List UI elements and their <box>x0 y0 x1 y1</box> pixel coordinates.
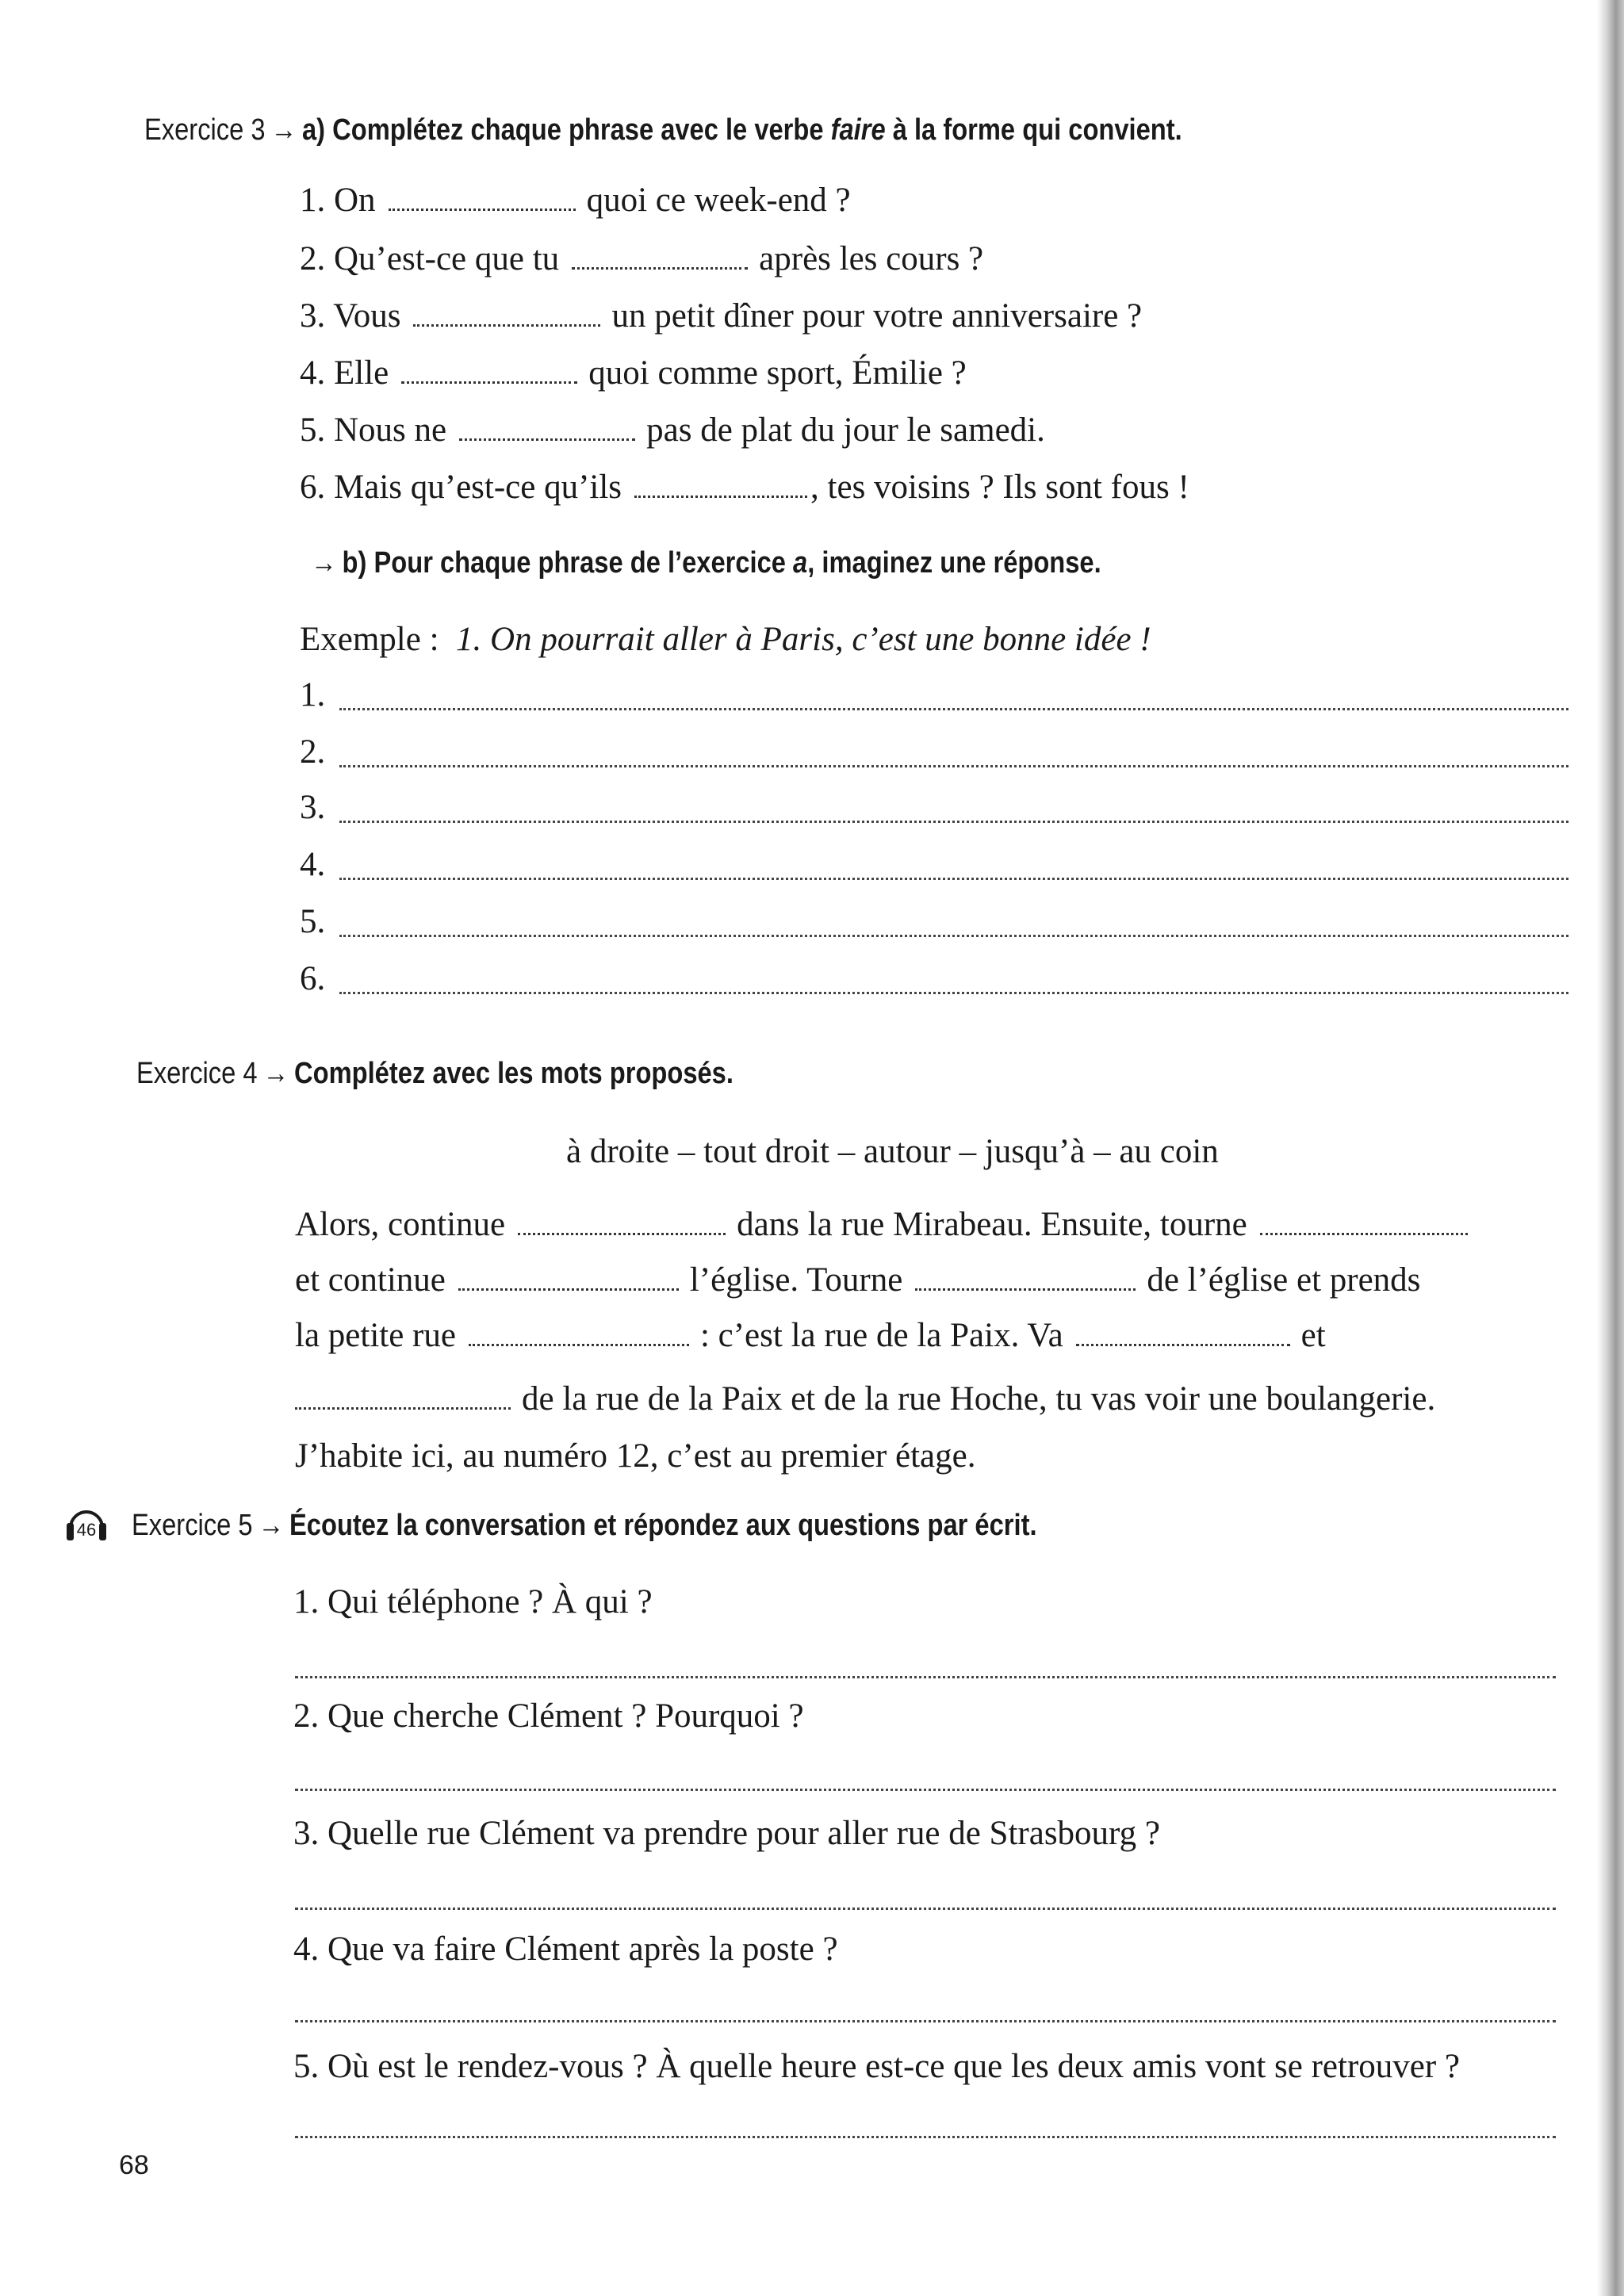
exercise-3-title: Exercice 3 → a) Complétez chaque phrase avec le verbe faire à la forme qui convient. <box>144 113 1182 147</box>
ex3-example: Exemple : 1. On pourrait aller à Paris, c’est une bonne idée ! <box>300 621 1151 658</box>
ex4-line-1: Alors, continue dans la rue Mirabeau. Ensuite, tourne <box>295 1205 1572 1245</box>
blank-field[interactable] <box>915 1285 1136 1291</box>
ex5-question-1: 1. Qui téléphone ? À qui ? <box>293 1583 653 1621</box>
blank-field[interactable] <box>572 264 748 270</box>
word-bank: à droite – tout droit – autour – jusqu’à – au coin <box>566 1133 1219 1170</box>
ex4-line-2: et continue l’église. Tourne de l’église et prends <box>295 1261 1421 1299</box>
ex5-question-5: 5. Où est le rendez-vous ? À quelle heure est-ce que les deux amis vont se retrouver ? <box>293 2048 1461 2085</box>
blank-field[interactable] <box>469 1341 689 1346</box>
blank-field[interactable] <box>1076 1341 1290 1346</box>
ex5-question-4: 4. Que va faire Clément après la poste ? <box>293 1931 838 1968</box>
answer-line[interactable] <box>295 2136 1556 2138</box>
exercise-4-title: Exercice 4 → Complétez avec les mots proposés. <box>136 1057 733 1090</box>
answer-number: 2. <box>300 733 326 771</box>
answer-number: 4. <box>300 846 326 883</box>
page-edge-shadow <box>1597 0 1624 2296</box>
page-number: 68 <box>119 2150 149 2180</box>
arrow-icon: → <box>262 1057 289 1090</box>
verb-faire: faire <box>830 113 886 147</box>
answer-line[interactable] <box>339 878 1568 880</box>
answer-line[interactable] <box>339 935 1568 937</box>
blank-field[interactable] <box>634 492 807 498</box>
ex3-sentence-2: 2. Qu’est-ce que tu après les cours ? <box>300 240 984 277</box>
exercise-5-title: Exercice 5 → Écoutez la conversation et répondez aux questions par écrit. <box>132 1509 1037 1542</box>
blank-field[interactable] <box>1260 1230 1468 1235</box>
answer-number: 3. <box>300 789 326 826</box>
blank-field[interactable] <box>518 1230 726 1235</box>
blank-field[interactable] <box>458 1285 679 1291</box>
arrow-icon: → <box>270 113 297 147</box>
exercise-label: Exercice 3 <box>144 113 266 147</box>
blank-field[interactable] <box>389 205 576 211</box>
ex3-sentence-4: 4. Elle quoi comme sport, Émilie ? <box>300 354 967 392</box>
answer-number: 6. <box>300 960 326 997</box>
blank-field[interactable] <box>413 321 600 327</box>
ex5-question-2: 2. Que cherche Clément ? Pourquoi ? <box>293 1697 804 1735</box>
answer-number: 1. <box>300 676 326 714</box>
exercise-3b-instruction: → b) Pour chaque phrase de l’exercice a, imaginez une réponse. <box>311 546 1101 580</box>
ex4-line-3: la petite rue : c’est la rue de la Paix. Va et <box>295 1317 1326 1354</box>
svg-text:46: 46 <box>76 1520 97 1540</box>
ex3-sentence-3: 3. Vous un petit dîner pour votre anniversaire ? <box>300 297 1143 335</box>
answer-line[interactable] <box>339 708 1568 710</box>
answer-line[interactable] <box>295 2020 1556 2022</box>
answer-line[interactable] <box>339 765 1568 767</box>
blank-field[interactable] <box>401 378 577 384</box>
answer-number: 5. <box>300 903 326 940</box>
answer-line[interactable] <box>295 1908 1556 1910</box>
blank-field[interactable] <box>459 435 635 441</box>
ex3-sentence-1: 1. On quoi ce week-end ? <box>300 182 851 219</box>
headphones-audio-track-icon <box>65 1504 108 1544</box>
exercise-label: Exercice 4 <box>136 1057 258 1090</box>
ex4-line-4: de la rue de la Paix et de la rue Hoche, tu vas voir une boulangerie. <box>295 1380 1435 1419</box>
arrow-icon: → <box>258 1509 285 1542</box>
ex5-question-3: 3. Quelle rue Clément va prendre pour aller rue de Strasbourg ? <box>293 1815 1160 1852</box>
ex4-line-5: J’habite ici, au numéro 12, c’est au premier étage. <box>295 1437 976 1475</box>
arrow-icon: → <box>311 546 337 580</box>
answer-line[interactable] <box>295 1789 1556 1791</box>
blank-field[interactable] <box>295 1404 511 1410</box>
answer-line[interactable] <box>339 821 1568 823</box>
exercise-label: Exercice 5 <box>132 1509 253 1542</box>
answer-line[interactable] <box>295 1676 1556 1678</box>
ex3-sentence-5: 5. Nous ne pas de plat du jour le samedi. <box>300 411 1045 449</box>
ex3-sentence-6: 6. Mais qu’est-ce qu’ils , tes voisins ? Ils sont fous ! <box>300 469 1189 506</box>
answer-line[interactable] <box>339 992 1568 994</box>
